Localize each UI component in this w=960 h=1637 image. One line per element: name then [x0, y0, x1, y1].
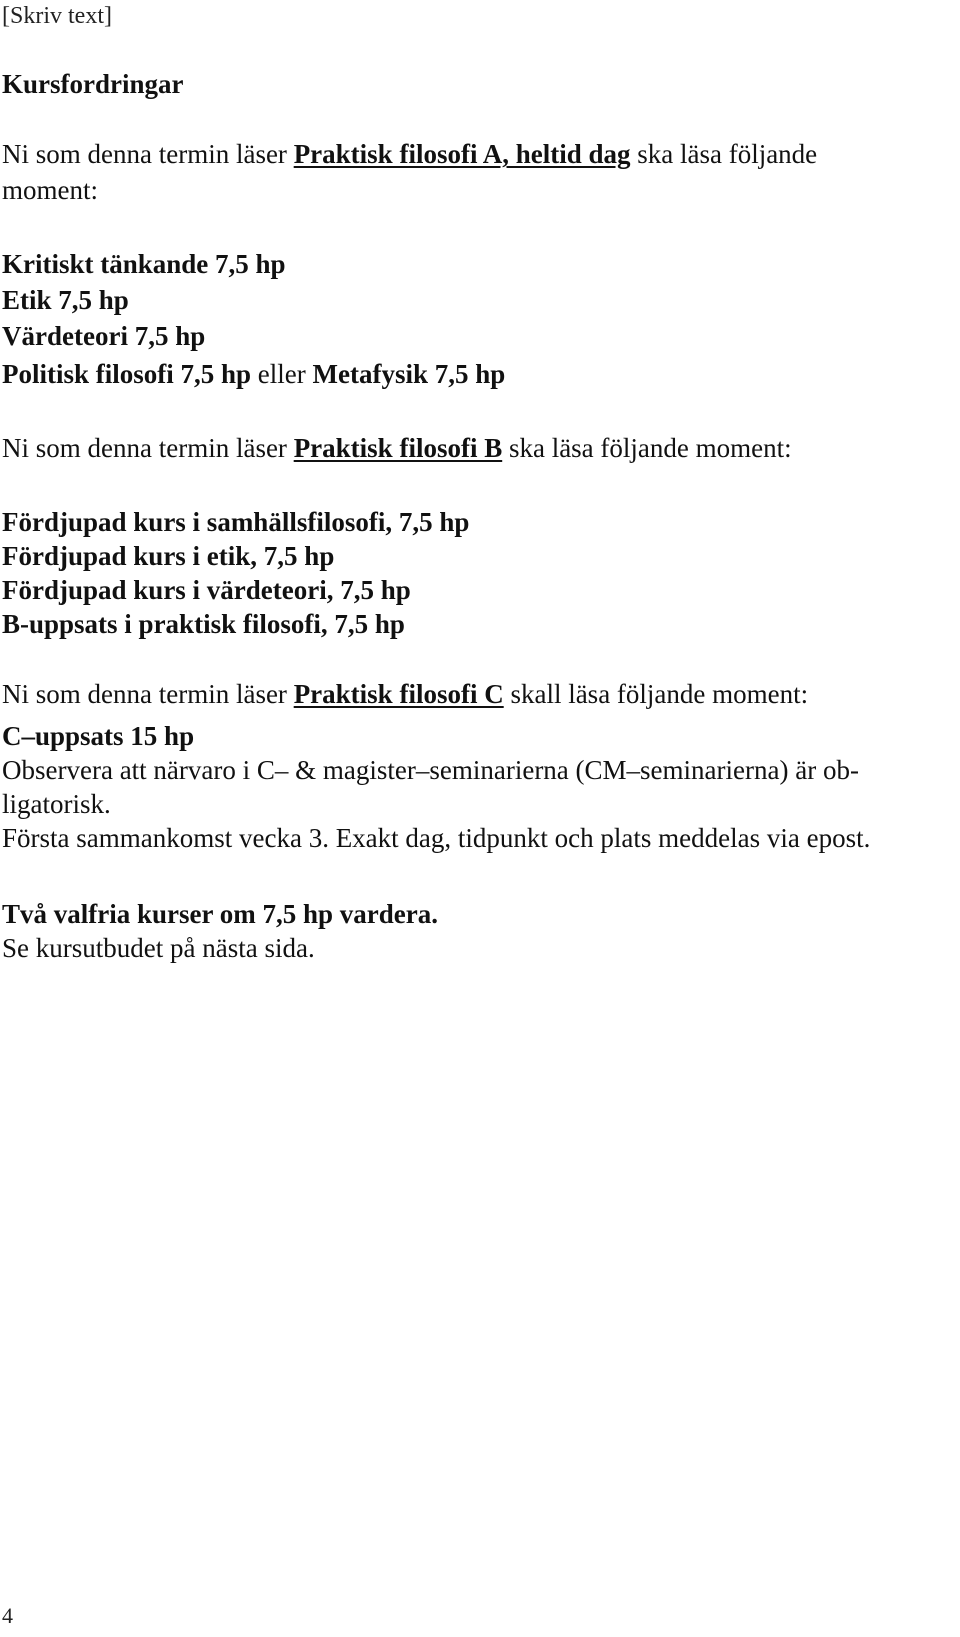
section-c-intro-pre: Ni som denna termin läser: [2, 679, 294, 709]
section-c-item: C–uppsats 15 hp: [2, 721, 195, 751]
section-b-item: Fördjupad kurs i samhällsfilosofi, 7,5 hp: [2, 507, 470, 537]
section-a-intro: [2, 138, 817, 170]
section-c-note: Observera att närvaro i C– & magister–seminarierna (CM–seminarierna) är ob-: [2, 755, 859, 785]
choice-first: Politisk filosofi 7,5 hp: [2, 359, 252, 389]
section-b-course: Praktisk filosofi B: [293, 433, 503, 463]
section-a-intro-cont: moment:: [2, 175, 98, 205]
section-b-intro-pre: Ni som denna termin läser: [2, 433, 294, 463]
section-a-item: Kritiskt tänkande 7,5 hp: [2, 249, 286, 279]
section-a-item: Etik 7,5 hp: [2, 285, 129, 315]
section-c-intro: [2, 678, 808, 710]
section-a-item: Värdeteori 7,5 hp: [2, 321, 206, 351]
choice-or: eller: [251, 359, 313, 389]
section-c-course: Praktisk filosofi C: [293, 679, 504, 709]
section-a-intro-post: ska läsa följande: [630, 139, 818, 169]
section-b-item: Fördjupad kurs i etik, 7,5 hp: [2, 541, 335, 571]
section-a-choice: [2, 358, 505, 390]
section-b-item: Fördjupad kurs i värdeteori, 7,5 hp: [2, 575, 411, 605]
page-header: [Skriv text]: [2, 3, 112, 29]
section-a-course: Praktisk filosofi A, heltid dag: [293, 139, 631, 169]
page-number: 4: [2, 1603, 13, 1628]
electives-title: Två valfria kurser om 7,5 hp vardera.: [2, 899, 438, 929]
section-b-intro: [2, 432, 792, 464]
section-c-note-cont: ligatorisk.: [2, 789, 111, 819]
section-a-intro-pre: Ni som denna termin läser: [2, 139, 294, 169]
section-c-meeting: Första sammankomst vecka 3. Exakt dag, tidpunkt och plats meddelas via epost.: [2, 823, 871, 853]
electives-note: Se kursutbudet på nästa sida.: [2, 933, 315, 963]
page-title: Kursfordringar: [2, 69, 184, 99]
choice-second: Metafysik 7,5 hp: [312, 359, 506, 389]
section-c-intro-post: skall läsa följande moment:: [503, 679, 809, 709]
section-b-item: B-uppsats i praktisk filosofi, 7,5 hp: [2, 609, 405, 639]
section-b-intro-post: ska läsa följande moment:: [502, 433, 792, 463]
